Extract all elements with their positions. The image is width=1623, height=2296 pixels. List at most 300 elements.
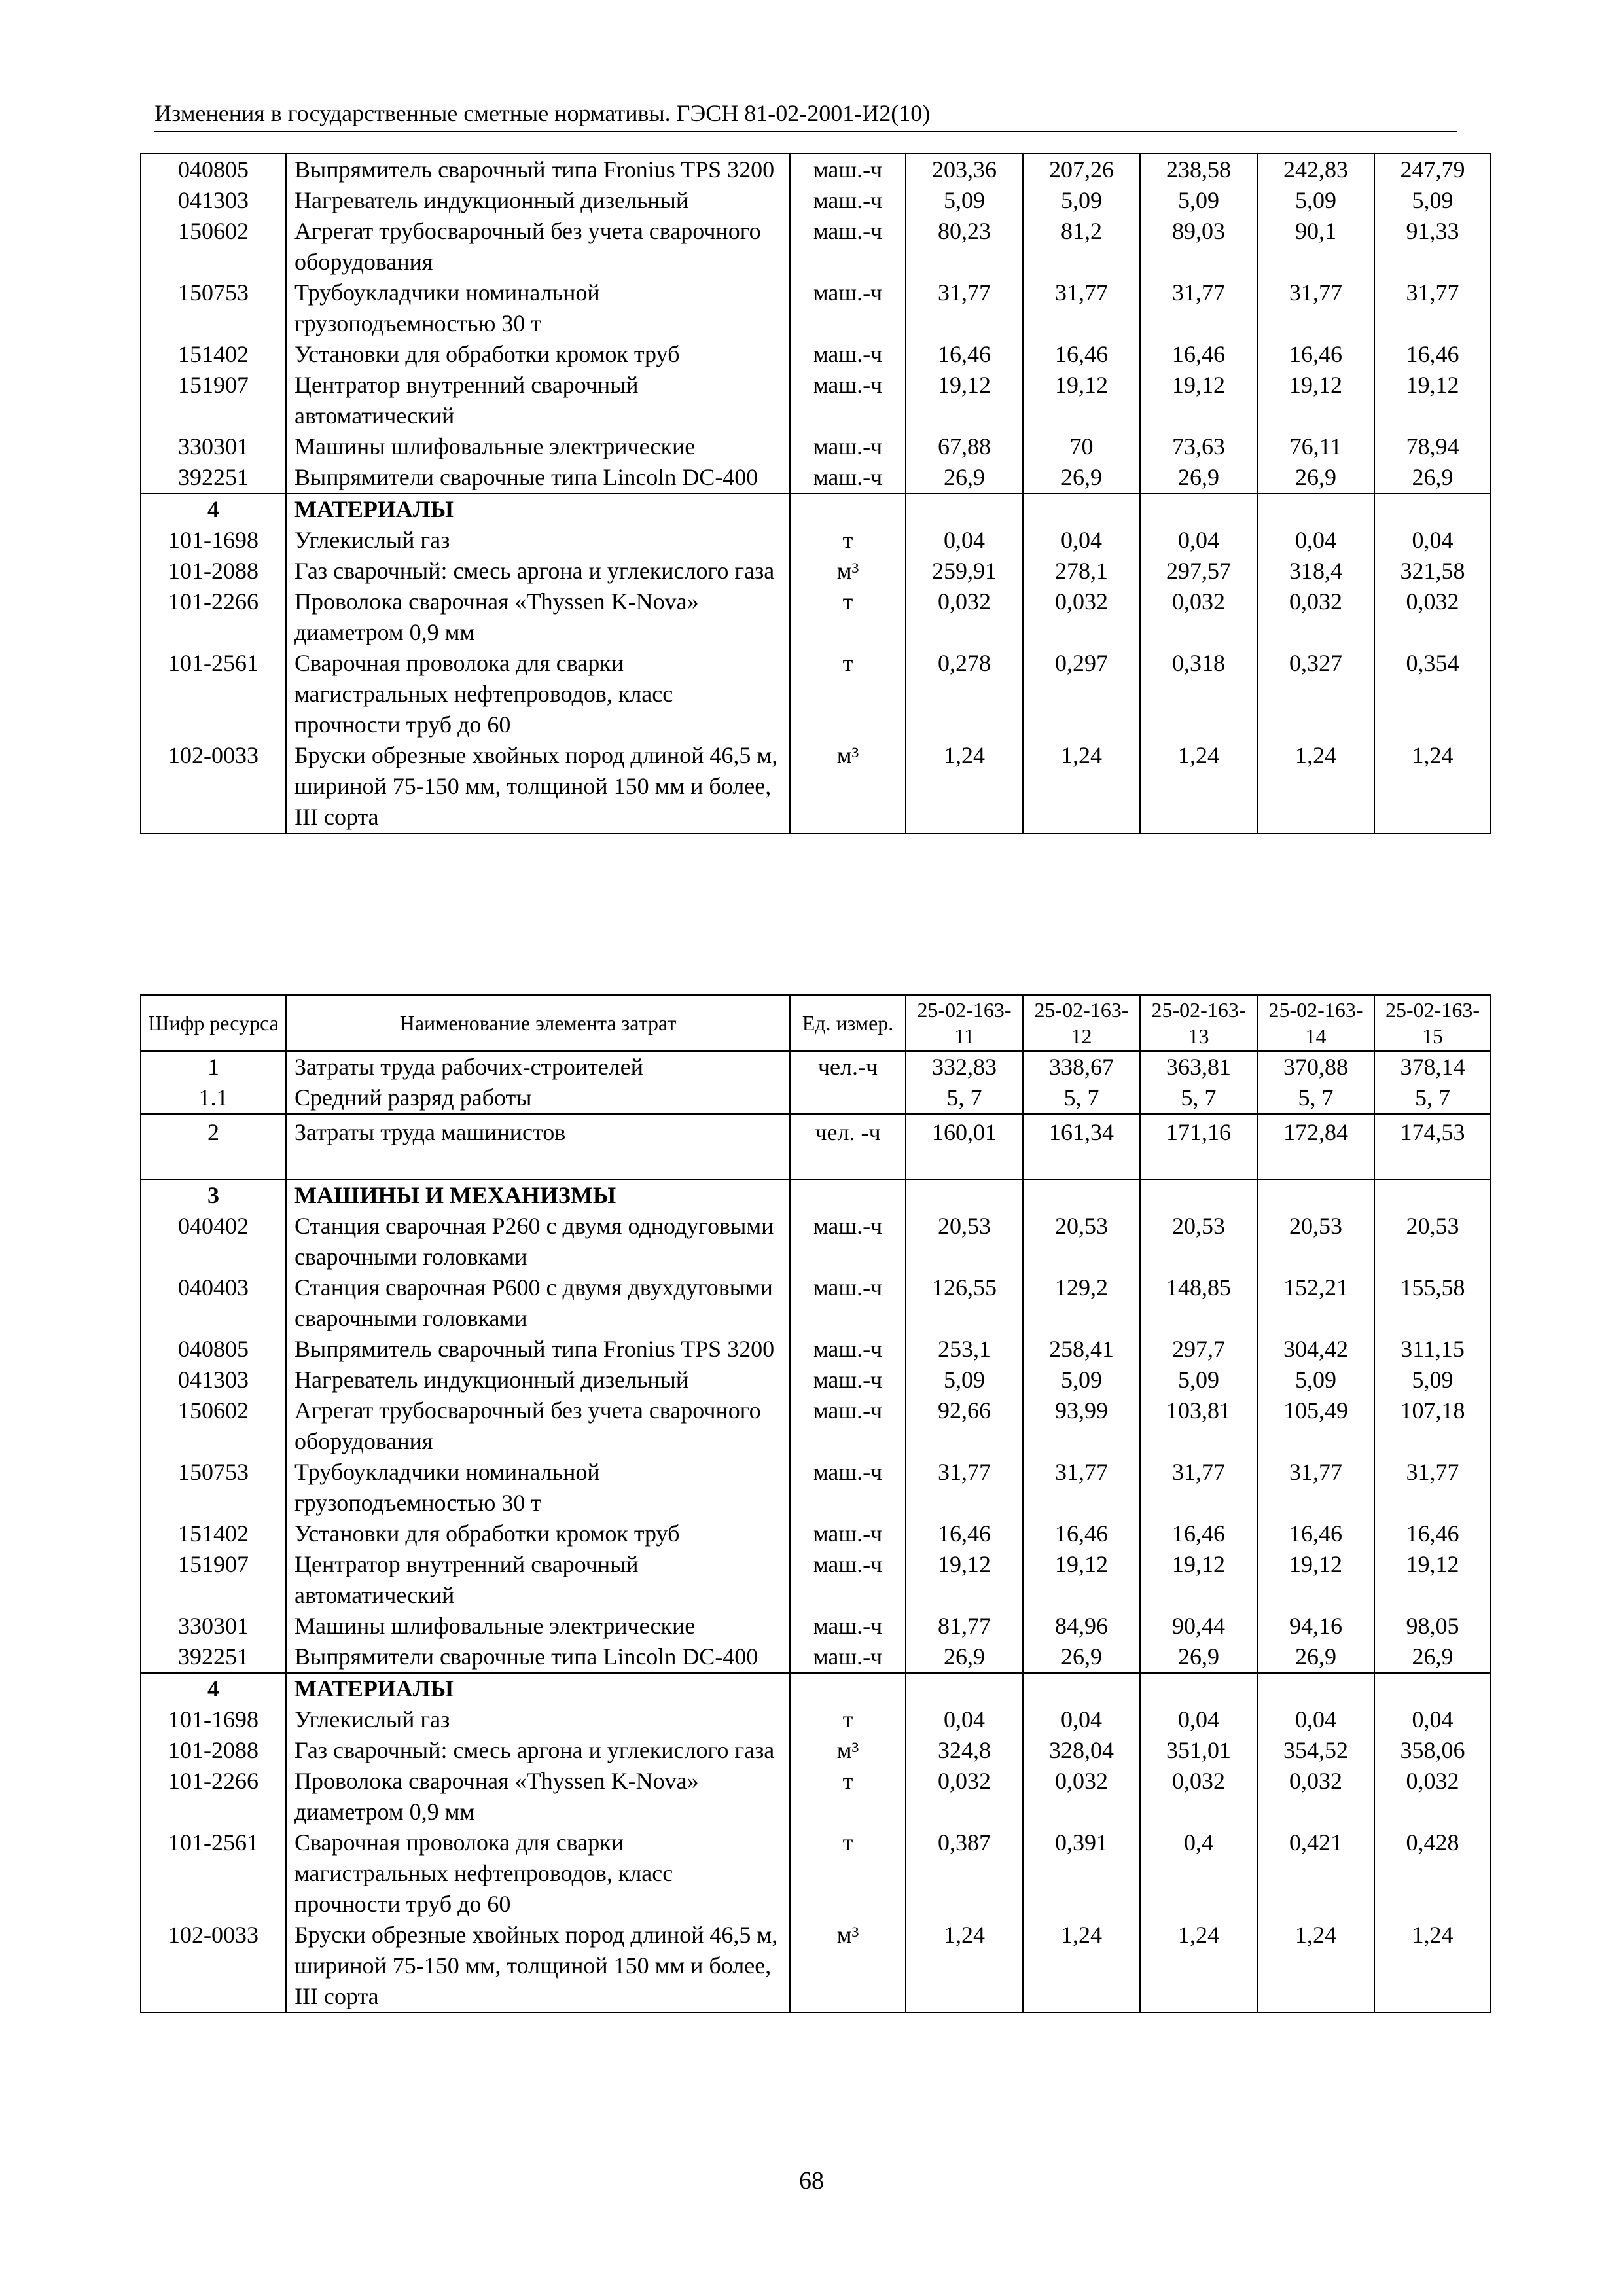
table-row [141, 1334, 1491, 1365]
row-name: Углекислый газ [286, 1704, 790, 1735]
table-row [141, 525, 1491, 556]
row-name: Нагреватель индукционный дизельный [286, 1365, 790, 1395]
table-row [141, 1735, 1491, 1766]
row-value: 26,9 [1257, 1641, 1374, 1673]
row-name: Бруски обрезные хвойных пород длиной 46,5 м, шириной 75-150 мм, толщиной 150 мм и более, III сорта [286, 740, 790, 833]
row-value: 207,26 [1023, 154, 1140, 185]
row-value: 148,85 [1140, 1272, 1257, 1334]
row-unit: чел.-ч [790, 1051, 906, 1083]
table-row [141, 556, 1491, 586]
row-value: 304,42 [1257, 1334, 1374, 1365]
row-name: Сварочная проволока для сварки магистральных нефтепроводов, класс прочности труб до 60 [286, 648, 790, 740]
row-value: 0,04 [1257, 525, 1374, 556]
table-row [141, 1920, 1491, 2013]
table-row [141, 1051, 1491, 1083]
row-value: 238,58 [1140, 154, 1257, 185]
row-value: 76,11 [1257, 431, 1374, 462]
row-value: 31,77 [1140, 278, 1257, 339]
row-value: 1,24 [1257, 740, 1374, 833]
row-value: 1,24 [1140, 1920, 1257, 2013]
row-value: 5,09 [906, 185, 1023, 216]
section-title: МАШИНЫ И МЕХАНИЗМЫ [286, 1179, 790, 1211]
row-value: 0,428 [1374, 1827, 1491, 1920]
row-value: 0,04 [1140, 525, 1257, 556]
section-number: 3 [141, 1179, 286, 1211]
header-col-11: 25-02-163-11 [906, 995, 1023, 1051]
row-name: Проволока сварочная «Thyssen K-Nova» диаметром 0,9 мм [286, 1766, 790, 1827]
table-row [141, 431, 1491, 462]
row-value: 0,278 [906, 648, 1023, 740]
row-value: 0,04 [906, 1704, 1023, 1735]
row-value: 253,1 [906, 1334, 1023, 1365]
row-value: 5,09 [1140, 1365, 1257, 1395]
row-unit: маш.-ч [790, 462, 906, 493]
row-value: 16,46 [1257, 339, 1374, 370]
table-row [141, 648, 1491, 740]
row-value: 351,01 [1140, 1735, 1257, 1766]
table-row [141, 1827, 1491, 1920]
row-unit: т [790, 1766, 906, 1827]
row-value: 0,04 [1140, 1704, 1257, 1735]
row-value: 16,46 [1140, 339, 1257, 370]
row-name: Установки для обработки кромок труб [286, 339, 790, 370]
row-unit: маш.-ч [790, 1549, 906, 1611]
row-code: 330301 [141, 431, 286, 462]
row-code: 101-2561 [141, 1827, 286, 1920]
table-row [141, 1518, 1491, 1549]
row-value: 26,9 [1023, 462, 1140, 493]
table-row [141, 1766, 1491, 1827]
row-code: 101-1698 [141, 1704, 286, 1735]
table-row [141, 278, 1491, 339]
table-row [141, 1457, 1491, 1518]
row-name: Бруски обрезные хвойных пород длиной 46,5 м, шириной 75-150 мм, толщиной 150 мм и более, III сорта [286, 1920, 790, 2013]
row-value: 19,12 [1023, 370, 1140, 431]
header-col-14: 25-02-163-14 [1257, 995, 1374, 1051]
row-value: 0,354 [1374, 648, 1491, 740]
table-row [141, 1272, 1491, 1334]
row-value: 31,77 [1023, 1457, 1140, 1518]
row-value: 98,05 [1374, 1611, 1491, 1641]
row-name: Агрегат трубосварочный без учета сварочного оборудования [286, 216, 790, 278]
header-unit: Ед. измер. [790, 995, 906, 1051]
row-value: 90,1 [1257, 216, 1374, 278]
row-code: 150753 [141, 278, 286, 339]
row-code: 150602 [141, 216, 286, 278]
row-value: 16,46 [906, 339, 1023, 370]
row-value: 5, 7 [906, 1083, 1023, 1114]
row-value: 26,9 [906, 462, 1023, 493]
row-value: 26,9 [1257, 462, 1374, 493]
row-value: 103,81 [1140, 1395, 1257, 1457]
row-value: 89,03 [1140, 216, 1257, 278]
row-unit: маш.-ч [790, 1395, 906, 1457]
row-name: Станция сварочная Р260 с двумя однодуговыми сварочными головками [286, 1211, 790, 1272]
section-number: 4 [141, 493, 286, 525]
row-value: 5, 7 [1140, 1083, 1257, 1114]
row-name: Установки для обработки кромок труб [286, 1518, 790, 1549]
row-value: 0,04 [1374, 525, 1491, 556]
table-header-row [141, 995, 1491, 1051]
row-value: 70 [1023, 431, 1140, 462]
row-value: 5, 7 [1374, 1083, 1491, 1114]
row-value: 247,79 [1374, 154, 1491, 185]
row-value: 5,09 [1257, 1365, 1374, 1395]
row-value: 20,53 [1023, 1211, 1140, 1272]
row-unit: маш.-ч [790, 1518, 906, 1549]
row-value: 19,12 [1257, 1549, 1374, 1611]
row-value: 81,77 [906, 1611, 1023, 1641]
row-name: Выпрямители сварочные типа Lincoln DC-400 [286, 1641, 790, 1673]
row-value: 26,9 [1140, 462, 1257, 493]
row-code: 1.1 [141, 1083, 286, 1114]
row-value: 16,46 [1257, 1518, 1374, 1549]
row-unit: маш.-ч [790, 1365, 906, 1395]
row-name: Станция сварочная Р600 с двумя двухдуговыми сварочными головками [286, 1272, 790, 1334]
row-code: 330301 [141, 1611, 286, 1641]
section-number: 4 [141, 1673, 286, 1704]
row-value: 5,09 [1374, 185, 1491, 216]
row-value: 324,8 [906, 1735, 1023, 1766]
row-value: 16,46 [1140, 1518, 1257, 1549]
row-value: 358,06 [1374, 1735, 1491, 1766]
row-value: 155,58 [1374, 1272, 1491, 1334]
row-value: 26,9 [1023, 1641, 1140, 1673]
row-value: 73,63 [1140, 431, 1257, 462]
row-unit: маш.-ч [790, 1211, 906, 1272]
row-name: Нагреватель индукционный дизельный [286, 185, 790, 216]
table-row [141, 185, 1491, 216]
row-value: 363,81 [1140, 1051, 1257, 1083]
table-row [141, 1114, 1491, 1179]
row-value: 5,09 [906, 1365, 1023, 1395]
row-value: 0,04 [1257, 1704, 1374, 1735]
row-name: Газ сварочный: смесь аргона и углекислого газа [286, 1735, 790, 1766]
header-col-15: 25-02-163-15 [1374, 995, 1491, 1051]
row-value: 16,46 [1374, 339, 1491, 370]
row-value: 19,12 [906, 370, 1023, 431]
row-unit: т [790, 586, 906, 648]
header-col-13: 25-02-163-13 [1140, 995, 1257, 1051]
row-name: Газ сварочный: смесь аргона и углекислого газа [286, 556, 790, 586]
table-row [141, 1083, 1491, 1114]
row-unit: т [790, 1827, 906, 1920]
row-value: 0,04 [1374, 1704, 1491, 1735]
row-value: 5,09 [1140, 185, 1257, 216]
row-code: 1 [141, 1051, 286, 1083]
row-code: 040403 [141, 1272, 286, 1334]
header-col-12: 25-02-163-12 [1023, 995, 1140, 1051]
row-value: 0,421 [1257, 1827, 1374, 1920]
resource-table [140, 994, 1491, 2013]
row-code: 102-0033 [141, 1920, 286, 2013]
header-code: Шифр ресурса [141, 995, 286, 1051]
table-row [141, 154, 1491, 185]
row-value: 0,032 [1374, 1766, 1491, 1827]
row-value: 278,1 [1023, 556, 1140, 586]
row-unit: чел. -ч [790, 1114, 906, 1179]
row-value: 93,99 [1023, 1395, 1140, 1457]
row-value: 321,58 [1374, 556, 1491, 586]
section-row [141, 1179, 1491, 1211]
table-row [141, 370, 1491, 431]
section-title: МАТЕРИАЛЫ [286, 1673, 790, 1704]
table-row [141, 1365, 1491, 1395]
row-unit: т [790, 525, 906, 556]
row-value: 0,391 [1023, 1827, 1140, 1920]
row-value: 174,53 [1374, 1114, 1491, 1179]
row-value: 126,55 [906, 1272, 1023, 1334]
row-value: 5, 7 [1257, 1083, 1374, 1114]
row-unit: м³ [790, 1735, 906, 1766]
row-value: 19,12 [1023, 1549, 1140, 1611]
row-value: 92,66 [906, 1395, 1023, 1457]
table-row [141, 339, 1491, 370]
row-value: 0,4 [1140, 1827, 1257, 1920]
row-value: 20,53 [1140, 1211, 1257, 1272]
section-row [141, 493, 1491, 525]
row-value: 0,04 [1023, 525, 1140, 556]
row-value: 20,53 [906, 1211, 1023, 1272]
row-value: 1,24 [1140, 740, 1257, 833]
row-unit: т [790, 648, 906, 740]
row-value: 0,318 [1140, 648, 1257, 740]
table-row [141, 1395, 1491, 1457]
row-name: Сварочная проволока для сварки магистральных нефтепроводов, класс прочности труб до 60 [286, 1827, 790, 1920]
row-value: 1,24 [906, 1920, 1023, 2013]
row-value: 1,24 [1023, 1920, 1140, 2013]
row-unit: маш.-ч [790, 1641, 906, 1673]
row-value: 152,21 [1257, 1272, 1374, 1334]
row-value: 16,46 [906, 1518, 1023, 1549]
row-unit: маш.-ч [790, 278, 906, 339]
row-value: 259,91 [906, 556, 1023, 586]
row-value: 5,09 [1374, 1365, 1491, 1395]
section-row [141, 1673, 1491, 1704]
row-name: Агрегат трубосварочный без учета сварочного оборудования [286, 1395, 790, 1457]
row-code: 151402 [141, 1518, 286, 1549]
row-value: 297,57 [1140, 556, 1257, 586]
row-value: 16,46 [1023, 339, 1140, 370]
row-value: 0,032 [1023, 586, 1140, 648]
table-row [141, 1211, 1491, 1272]
row-name: Углекислый газ [286, 525, 790, 556]
row-unit: м³ [790, 740, 906, 833]
row-value: 0,032 [1374, 586, 1491, 648]
row-value: 19,12 [1257, 370, 1374, 431]
resource-table-continued [140, 153, 1491, 834]
page-header: Изменения в государственные сметные нормативы. ГЭСН 81-02-2001-И2(10) [154, 97, 1457, 132]
row-value: 5,09 [1023, 1365, 1140, 1395]
row-name: Выпрямитель сварочный типа Fronius TPS 3200 [286, 1334, 790, 1365]
row-value: 161,34 [1023, 1114, 1140, 1179]
row-value: 378,14 [1374, 1051, 1491, 1083]
row-code: 101-2266 [141, 1766, 286, 1827]
row-value: 20,53 [1257, 1211, 1374, 1272]
row-code: 151907 [141, 370, 286, 431]
row-value: 81,2 [1023, 216, 1140, 278]
row-value: 26,9 [1140, 1641, 1257, 1673]
row-name: Машины шлифовальные электрические [286, 431, 790, 462]
row-code: 041303 [141, 1365, 286, 1395]
row-code: 040805 [141, 154, 286, 185]
row-code: 151402 [141, 339, 286, 370]
row-unit: маш.-ч [790, 216, 906, 278]
table-row [141, 1704, 1491, 1735]
row-value: 31,77 [1257, 1457, 1374, 1518]
row-code: 101-2266 [141, 586, 286, 648]
row-name: Трубоукладчики номинальной грузоподъемностью 30 т [286, 1457, 790, 1518]
row-unit: маш.-ч [790, 339, 906, 370]
table-row [141, 216, 1491, 278]
row-code: 040805 [141, 1334, 286, 1365]
row-value: 0,04 [1023, 1704, 1140, 1735]
table-row [141, 1549, 1491, 1611]
row-value: 90,44 [1140, 1611, 1257, 1641]
row-value: 31,77 [1374, 1457, 1491, 1518]
row-unit: маш.-ч [790, 1272, 906, 1334]
row-value: 171,16 [1140, 1114, 1257, 1179]
row-value: 172,84 [1257, 1114, 1374, 1179]
row-value: 78,94 [1374, 431, 1491, 462]
row-name: Затраты труда машинистов [286, 1114, 790, 1179]
row-value: 105,49 [1257, 1395, 1374, 1457]
row-code: 101-2561 [141, 648, 286, 740]
row-name: Машины шлифовальные электрические [286, 1611, 790, 1641]
row-value: 31,77 [906, 278, 1023, 339]
row-unit: маш.-ч [790, 185, 906, 216]
row-value: 0,032 [906, 1766, 1023, 1827]
row-code: 102-0033 [141, 740, 286, 833]
table-row [141, 1611, 1491, 1641]
row-value: 5,09 [1257, 185, 1374, 216]
row-value: 242,83 [1257, 154, 1374, 185]
row-value: 94,16 [1257, 1611, 1374, 1641]
row-value: 19,12 [906, 1549, 1023, 1611]
row-value: 91,33 [1374, 216, 1491, 278]
row-value: 1,24 [1023, 740, 1140, 833]
row-value: 16,46 [1374, 1518, 1491, 1549]
section-title: МАТЕРИАЛЫ [286, 493, 790, 525]
row-value: 129,2 [1023, 1272, 1140, 1334]
row-unit: маш.-ч [790, 431, 906, 462]
row-value: 31,77 [906, 1457, 1023, 1518]
row-value: 328,04 [1023, 1735, 1140, 1766]
table-row [141, 740, 1491, 833]
row-value: 318,4 [1257, 556, 1374, 586]
row-value: 67,88 [906, 431, 1023, 462]
row-value: 0,032 [1257, 1766, 1374, 1827]
row-value: 160,01 [906, 1114, 1023, 1179]
row-value: 0,032 [906, 586, 1023, 648]
row-value: 0,032 [1257, 586, 1374, 648]
row-value: 0,387 [906, 1827, 1023, 1920]
row-value: 1,24 [906, 740, 1023, 833]
row-value: 26,9 [1374, 1641, 1491, 1673]
row-name: Трубоукладчики номинальной грузоподъемностью 30 т [286, 278, 790, 339]
row-code: 392251 [141, 462, 286, 493]
row-value: 1,24 [1374, 1920, 1491, 2013]
row-name: Выпрямители сварочные типа Lincoln DC-400 [286, 462, 790, 493]
row-code: 101-2088 [141, 556, 286, 586]
row-value: 31,77 [1140, 1457, 1257, 1518]
row-name: Центратор внутренний сварочный автоматический [286, 370, 790, 431]
row-code: 150753 [141, 1457, 286, 1518]
row-value: 0,297 [1023, 648, 1140, 740]
page-number: 68 [799, 2167, 824, 2195]
row-value: 0,032 [1140, 586, 1257, 648]
row-value: 203,36 [906, 154, 1023, 185]
row-unit: маш.-ч [790, 370, 906, 431]
row-code: 150602 [141, 1395, 286, 1457]
row-code: 040402 [141, 1211, 286, 1272]
row-value: 19,12 [1140, 370, 1257, 431]
row-value: 311,15 [1374, 1334, 1491, 1365]
row-unit: м³ [790, 1920, 906, 2013]
row-code: 392251 [141, 1641, 286, 1673]
row-value: 19,12 [1374, 370, 1491, 431]
row-value: 19,12 [1140, 1549, 1257, 1611]
header-name: Наименование элемента затрат [286, 995, 790, 1051]
row-name: Средний разряд работы [286, 1083, 790, 1114]
row-code: 041303 [141, 185, 286, 216]
row-unit: маш.-ч [790, 1611, 906, 1641]
row-code: 101-2088 [141, 1735, 286, 1766]
row-value: 332,83 [906, 1051, 1023, 1083]
row-name: Центратор внутренний сварочный автоматический [286, 1549, 790, 1611]
row-value: 1,24 [1257, 1920, 1374, 2013]
row-value: 370,88 [1257, 1051, 1374, 1083]
row-value: 31,77 [1023, 278, 1140, 339]
table-row [141, 462, 1491, 493]
row-value: 16,46 [1023, 1518, 1140, 1549]
row-value: 19,12 [1374, 1549, 1491, 1611]
row-value: 354,52 [1257, 1735, 1374, 1766]
row-value: 5, 7 [1023, 1083, 1140, 1114]
row-code: 101-1698 [141, 525, 286, 556]
row-value: 5,09 [1023, 185, 1140, 216]
row-value: 26,9 [1374, 462, 1491, 493]
row-name: Выпрямитель сварочный типа Fronius TPS 3200 [286, 154, 790, 185]
row-value: 31,77 [1374, 278, 1491, 339]
row-code: 151907 [141, 1549, 286, 1611]
row-value: 297,7 [1140, 1334, 1257, 1365]
row-value: 258,41 [1023, 1334, 1140, 1365]
row-value: 107,18 [1374, 1395, 1491, 1457]
row-unit: маш.-ч [790, 1457, 906, 1518]
row-value: 31,77 [1257, 278, 1374, 339]
row-value: 338,67 [1023, 1051, 1140, 1083]
row-name: Затраты труда рабочих-строителей [286, 1051, 790, 1083]
row-name: Проволока сварочная «Thyssen K-Nova» диаметром 0,9 мм [286, 586, 790, 648]
row-value: 1,24 [1374, 740, 1491, 833]
table-row [141, 586, 1491, 648]
row-unit: маш.-ч [790, 154, 906, 185]
row-unit [790, 1083, 906, 1114]
row-unit: м³ [790, 556, 906, 586]
row-unit: маш.-ч [790, 1334, 906, 1365]
row-value: 26,9 [906, 1641, 1023, 1673]
row-value: 0,04 [906, 525, 1023, 556]
row-unit: т [790, 1704, 906, 1735]
row-value: 0,327 [1257, 648, 1374, 740]
row-value: 20,53 [1374, 1211, 1491, 1272]
table-row [141, 1641, 1491, 1673]
row-value: 80,23 [906, 216, 1023, 278]
row-code: 2 [141, 1114, 286, 1179]
row-value: 0,032 [1140, 1766, 1257, 1827]
row-value: 0,032 [1023, 1766, 1140, 1827]
